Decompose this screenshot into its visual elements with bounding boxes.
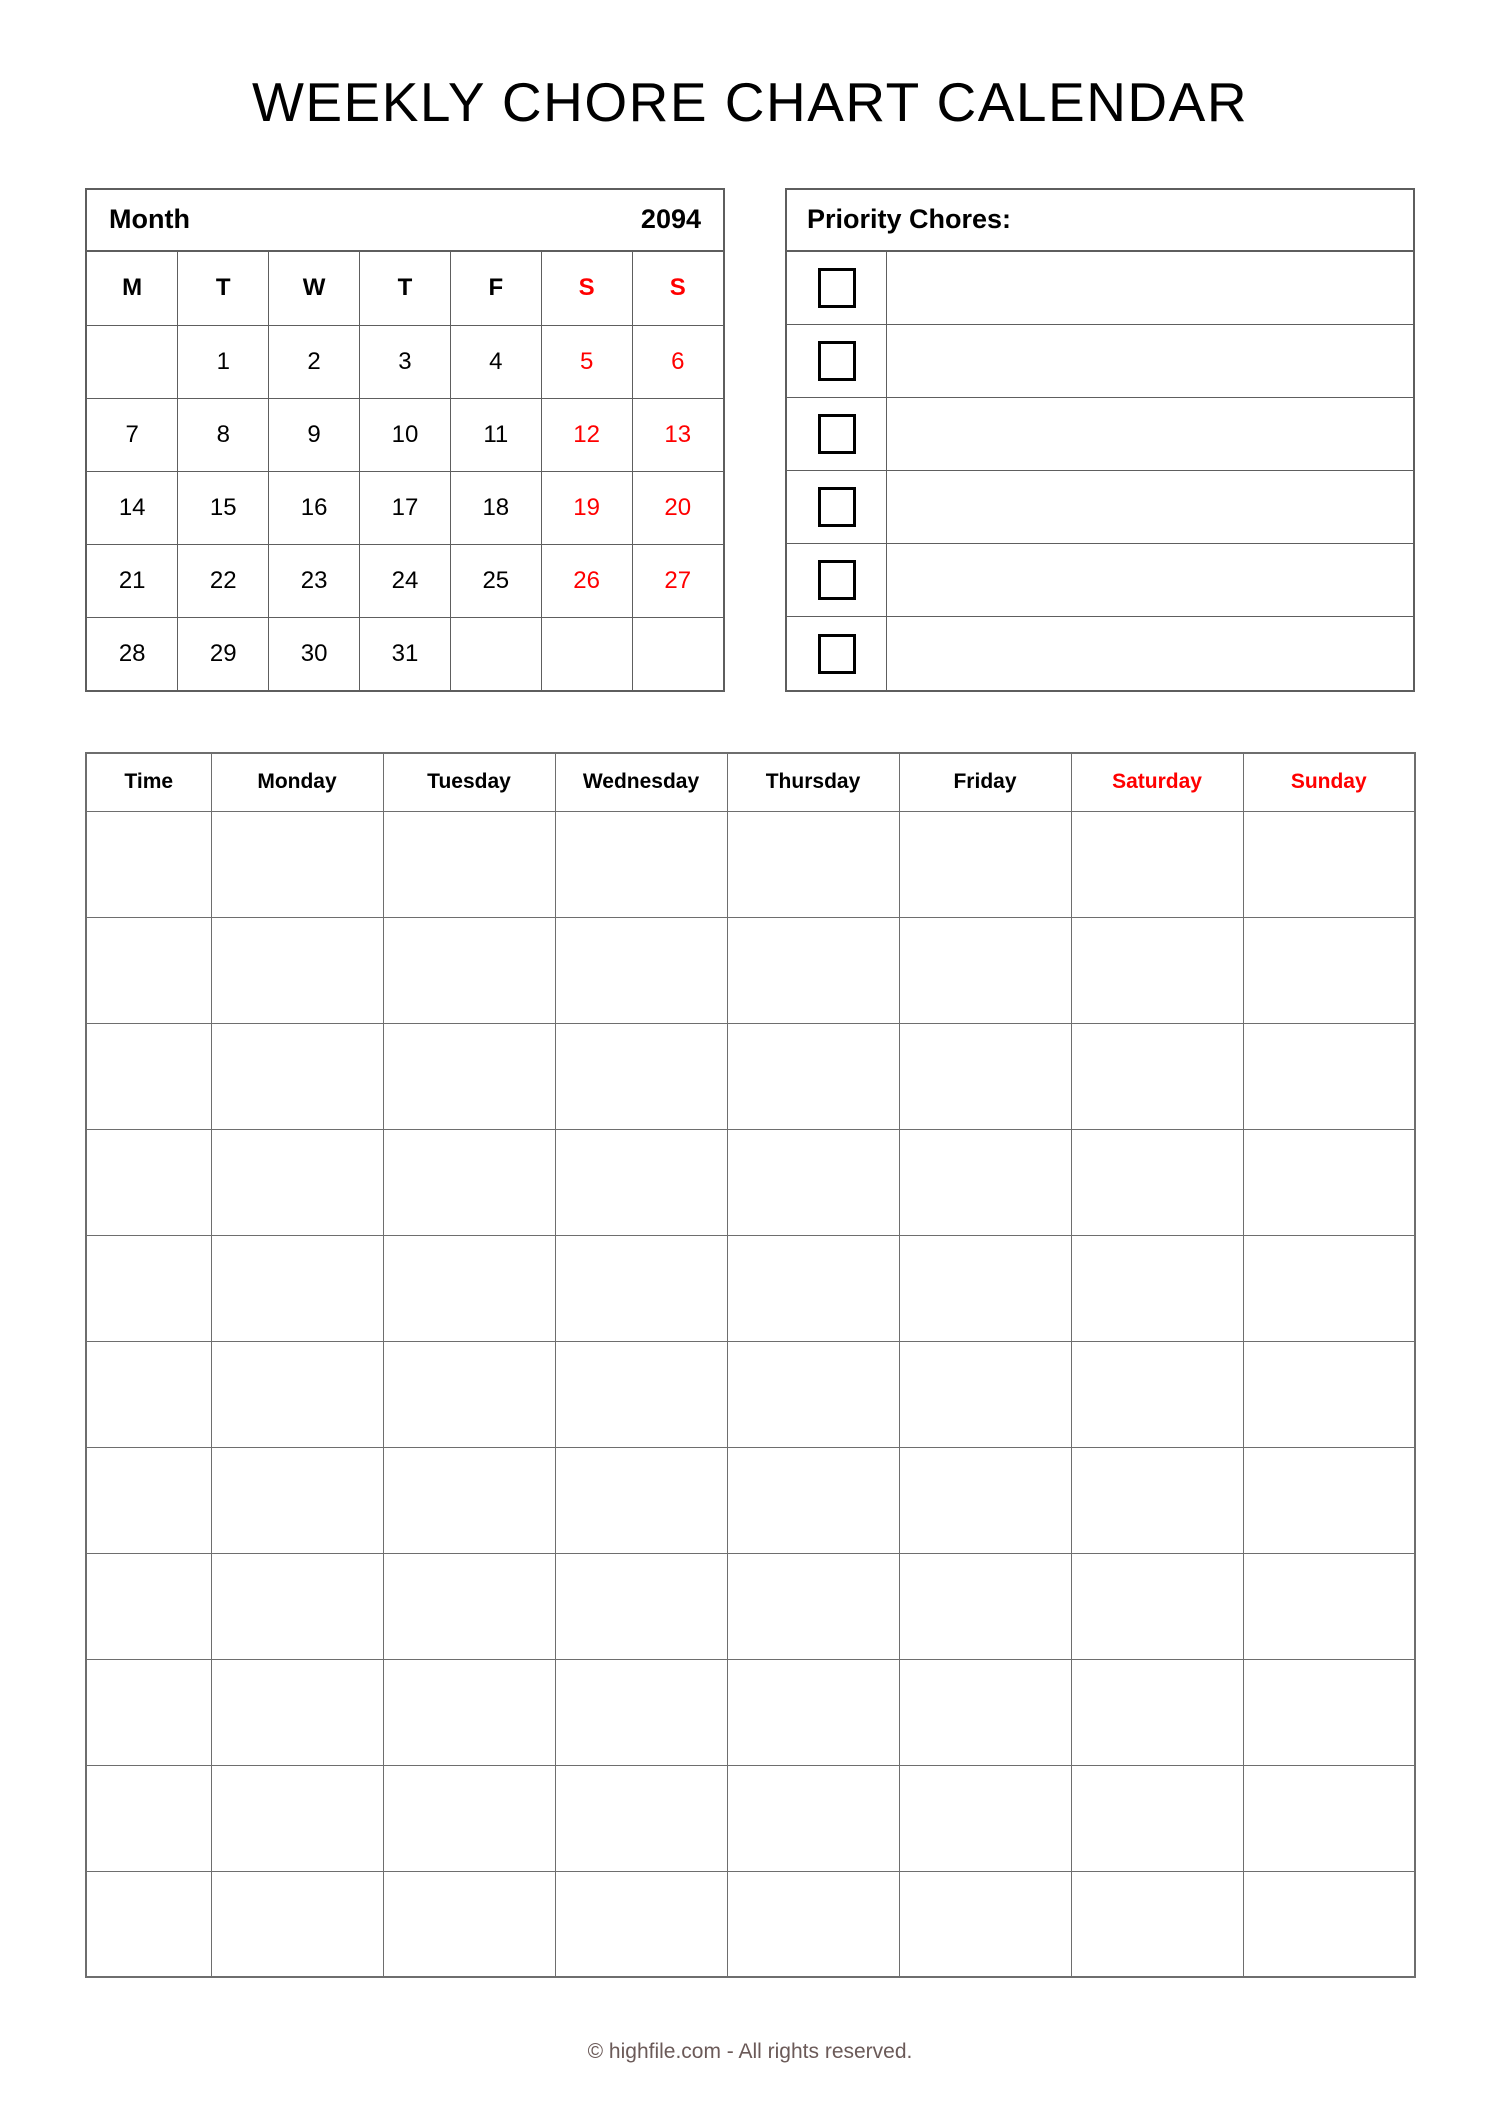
priority-chore-checkbox-cell[interactable] bbox=[787, 471, 887, 543]
month-day-cell[interactable] bbox=[632, 617, 723, 690]
month-week-row bbox=[87, 617, 723, 690]
year-label[interactable]: 2094 bbox=[640, 203, 701, 234]
priority-chores-header bbox=[787, 190, 1413, 252]
weekly-schedule-row bbox=[86, 1447, 1415, 1553]
weekly-task-cell[interactable] bbox=[383, 1765, 555, 1871]
weekly-task-cell[interactable] bbox=[383, 917, 555, 1023]
weekly-task-cell[interactable] bbox=[1071, 1871, 1243, 1977]
priority-chores-list bbox=[787, 252, 1413, 690]
weekly-task-cell[interactable] bbox=[211, 917, 383, 1023]
month-day-cell[interactable]: 2 bbox=[269, 325, 360, 398]
month-day-cell[interactable]: 26 bbox=[541, 544, 632, 617]
weekly-task-cell[interactable] bbox=[1071, 1765, 1243, 1871]
weekly-time-cell[interactable] bbox=[86, 811, 211, 917]
month-day-cell[interactable]: 28 bbox=[87, 617, 178, 690]
weekly-task-cell[interactable] bbox=[1071, 1341, 1243, 1447]
weekly-task-cell[interactable] bbox=[1071, 1553, 1243, 1659]
weekly-time-cell[interactable] bbox=[86, 1341, 211, 1447]
weekly-task-cell[interactable] bbox=[383, 1129, 555, 1235]
month-weekday-header: W bbox=[269, 252, 360, 325]
weekly-column-header-friday: Friday bbox=[899, 753, 1071, 811]
priority-chore-text-field[interactable] bbox=[887, 325, 1413, 397]
weekly-task-cell[interactable] bbox=[899, 1341, 1071, 1447]
month-day-cell[interactable]: 22 bbox=[178, 544, 269, 617]
top-panels-row bbox=[85, 130, 1415, 692]
checkbox-icon[interactable] bbox=[818, 487, 856, 527]
weekly-time-cell[interactable] bbox=[86, 1553, 211, 1659]
weekly-task-cell[interactable] bbox=[383, 1341, 555, 1447]
priority-chore-checkbox-cell[interactable] bbox=[787, 544, 887, 616]
weekly-task-cell[interactable] bbox=[211, 1129, 383, 1235]
month-day-cell[interactable]: 27 bbox=[632, 544, 723, 617]
month-weekday-header: F bbox=[450, 252, 541, 325]
priority-chore-row bbox=[787, 617, 1413, 690]
weekly-task-cell[interactable] bbox=[211, 1765, 383, 1871]
weekly-task-cell[interactable] bbox=[899, 1765, 1071, 1871]
weekly-task-cell[interactable] bbox=[211, 1341, 383, 1447]
checkbox-icon[interactable] bbox=[818, 341, 856, 381]
footer-copyright: © highfile.com - All rights reserved. bbox=[587, 2040, 913, 2063]
weekly-task-cell[interactable] bbox=[1243, 1341, 1415, 1447]
month-grid bbox=[87, 252, 723, 690]
weekly-schedule-row bbox=[86, 1659, 1415, 1765]
weekly-schedule-row bbox=[86, 1553, 1415, 1659]
weekly-task-cell[interactable] bbox=[383, 1553, 555, 1659]
month-day-cell[interactable]: 14 bbox=[87, 471, 178, 544]
weekly-task-cell[interactable] bbox=[383, 1447, 555, 1553]
month-day-cell[interactable] bbox=[541, 617, 632, 690]
weekly-column-header-wednesday: Wednesday bbox=[555, 753, 727, 811]
weekly-task-cell[interactable] bbox=[899, 811, 1071, 917]
month-day-cell[interactable]: 16 bbox=[269, 471, 360, 544]
weekly-task-cell[interactable] bbox=[211, 1553, 383, 1659]
weekly-task-cell[interactable] bbox=[1243, 1235, 1415, 1341]
weekly-task-cell[interactable] bbox=[1243, 1659, 1415, 1765]
weekly-task-cell[interactable] bbox=[383, 1659, 555, 1765]
month-grid-body bbox=[87, 325, 723, 690]
weekly-task-cell[interactable] bbox=[727, 1447, 899, 1553]
weekly-task-cell[interactable] bbox=[1071, 811, 1243, 917]
month-day-cell[interactable]: 1 bbox=[178, 325, 269, 398]
month-day-cell[interactable]: 11 bbox=[450, 398, 541, 471]
weekly-task-cell[interactable] bbox=[555, 917, 727, 1023]
weekly-task-cell[interactable] bbox=[899, 1659, 1071, 1765]
month-weekday-header: T bbox=[178, 252, 269, 325]
month-week-row bbox=[87, 398, 723, 471]
priority-chores-panel bbox=[785, 188, 1415, 692]
month-weekday-header: S bbox=[541, 252, 632, 325]
weekly-task-cell[interactable] bbox=[211, 811, 383, 917]
weekly-time-cell[interactable] bbox=[86, 1235, 211, 1341]
weekly-time-cell[interactable] bbox=[86, 1871, 211, 1977]
month-day-cell[interactable]: 23 bbox=[269, 544, 360, 617]
weekly-task-cell[interactable] bbox=[727, 1129, 899, 1235]
weekly-task-cell[interactable] bbox=[1243, 1023, 1415, 1129]
checkbox-icon[interactable] bbox=[818, 268, 856, 308]
month-day-cell[interactable]: 25 bbox=[450, 544, 541, 617]
weekly-time-cell[interactable] bbox=[86, 917, 211, 1023]
month-day-cell[interactable]: 30 bbox=[269, 617, 360, 690]
month-day-cell[interactable]: 21 bbox=[87, 544, 178, 617]
weekly-task-cell[interactable] bbox=[1071, 1447, 1243, 1553]
month-day-cell[interactable]: 9 bbox=[269, 398, 360, 471]
month-day-cell[interactable] bbox=[450, 617, 541, 690]
month-weekday-header: M bbox=[87, 252, 178, 325]
weekly-column-header-tuesday: Tuesday bbox=[383, 753, 555, 811]
weekly-task-cell[interactable] bbox=[899, 1553, 1071, 1659]
weekly-schedule-row bbox=[86, 811, 1415, 917]
weekly-task-cell[interactable] bbox=[555, 1871, 727, 1977]
weekly-task-cell[interactable] bbox=[555, 1765, 727, 1871]
weekly-task-cell[interactable] bbox=[555, 1023, 727, 1129]
weekly-task-cell[interactable] bbox=[899, 1871, 1071, 1977]
priority-chore-checkbox-cell[interactable] bbox=[787, 325, 887, 397]
weekly-task-cell[interactable] bbox=[899, 1235, 1071, 1341]
weekly-column-header-thursday: Thursday bbox=[727, 753, 899, 811]
weekly-task-cell[interactable] bbox=[727, 1235, 899, 1341]
weekly-time-cell[interactable] bbox=[86, 1023, 211, 1129]
weekly-task-cell[interactable] bbox=[1243, 1765, 1415, 1871]
weekly-task-cell[interactable] bbox=[383, 1235, 555, 1341]
priority-chore-text-field[interactable] bbox=[887, 252, 1413, 324]
weekly-task-cell[interactable] bbox=[555, 1235, 727, 1341]
checkbox-icon[interactable] bbox=[818, 634, 856, 674]
weekly-time-cell[interactable] bbox=[86, 1447, 211, 1553]
priority-chore-text-field[interactable] bbox=[887, 617, 1413, 690]
weekly-task-cell[interactable] bbox=[211, 1235, 383, 1341]
month-weekday-header-row bbox=[87, 252, 723, 325]
weekly-task-cell[interactable] bbox=[727, 917, 899, 1023]
priority-chores-title: Priority Chores: bbox=[807, 203, 1012, 234]
month-day-cell[interactable]: 5 bbox=[541, 325, 632, 398]
month-day-cell[interactable]: 8 bbox=[178, 398, 269, 471]
month-day-cell[interactable]: 3 bbox=[360, 325, 451, 398]
weekly-task-cell[interactable] bbox=[727, 1023, 899, 1129]
weekly-task-cell[interactable] bbox=[727, 1659, 899, 1765]
weekly-schedule-row bbox=[86, 1129, 1415, 1235]
weekly-task-cell[interactable] bbox=[1243, 1871, 1415, 1977]
weekly-task-cell[interactable] bbox=[555, 1129, 727, 1235]
weekly-task-cell[interactable] bbox=[899, 917, 1071, 1023]
priority-chore-text-field[interactable] bbox=[887, 471, 1413, 543]
month-day-cell[interactable]: 29 bbox=[178, 617, 269, 690]
weekly-task-cell[interactable] bbox=[1071, 1129, 1243, 1235]
weekly-schedule-table bbox=[85, 752, 1416, 1978]
weekly-task-cell[interactable] bbox=[727, 1341, 899, 1447]
month-day-cell[interactable]: 24 bbox=[360, 544, 451, 617]
weekly-column-header-time: Time bbox=[86, 753, 211, 811]
month-calendar-panel bbox=[85, 188, 725, 692]
weekly-schedule-row bbox=[86, 1871, 1415, 1977]
weekly-schedule-row bbox=[86, 1235, 1415, 1341]
weekly-task-cell[interactable] bbox=[727, 1553, 899, 1659]
priority-chore-row bbox=[787, 398, 1413, 471]
weekly-schedule-body bbox=[86, 811, 1415, 1977]
weekly-schedule-header-row bbox=[86, 753, 1415, 811]
month-day-cell[interactable]: 12 bbox=[541, 398, 632, 471]
month-day-cell[interactable]: 20 bbox=[632, 471, 723, 544]
weekly-time-cell[interactable] bbox=[86, 1659, 211, 1765]
priority-chore-row bbox=[787, 544, 1413, 617]
weekly-task-cell[interactable] bbox=[383, 811, 555, 917]
priority-chore-row bbox=[787, 471, 1413, 544]
month-day-cell[interactable] bbox=[87, 325, 178, 398]
weekly-task-cell[interactable] bbox=[1243, 1553, 1415, 1659]
month-week-row bbox=[87, 471, 723, 544]
weekly-task-cell[interactable] bbox=[211, 1023, 383, 1129]
month-week-row bbox=[87, 325, 723, 398]
month-day-cell[interactable]: 17 bbox=[360, 471, 451, 544]
month-day-cell[interactable]: 13 bbox=[632, 398, 723, 471]
weekly-schedule-row bbox=[86, 1765, 1415, 1871]
month-calendar-header bbox=[87, 190, 723, 252]
weekly-task-cell[interactable] bbox=[899, 1447, 1071, 1553]
weekly-task-cell[interactable] bbox=[1071, 1023, 1243, 1129]
weekly-task-cell[interactable] bbox=[555, 811, 727, 917]
weekly-task-cell[interactable] bbox=[1243, 811, 1415, 917]
weekly-task-cell[interactable] bbox=[1243, 917, 1415, 1023]
weekly-task-cell[interactable] bbox=[555, 1341, 727, 1447]
weekly-task-cell[interactable] bbox=[727, 811, 899, 917]
weekly-task-cell[interactable] bbox=[555, 1553, 727, 1659]
weekly-task-cell[interactable] bbox=[1243, 1129, 1415, 1235]
weekly-time-cell[interactable] bbox=[86, 1765, 211, 1871]
weekly-schedule-row bbox=[86, 1023, 1415, 1129]
weekly-task-cell[interactable] bbox=[727, 1871, 899, 1977]
priority-chore-checkbox-cell[interactable] bbox=[787, 398, 887, 470]
weekly-task-cell[interactable] bbox=[899, 1023, 1071, 1129]
priority-chore-text-field[interactable] bbox=[887, 398, 1413, 470]
month-day-cell[interactable]: 18 bbox=[450, 471, 541, 544]
priority-chore-checkbox-cell[interactable] bbox=[787, 252, 887, 324]
weekly-task-cell[interactable] bbox=[383, 1871, 555, 1977]
month-day-cell[interactable]: 7 bbox=[87, 398, 178, 471]
weekly-task-cell[interactable] bbox=[899, 1129, 1071, 1235]
weekly-schedule-wrapper bbox=[85, 752, 1415, 1978]
weekly-task-cell[interactable] bbox=[1071, 1659, 1243, 1765]
month-label[interactable]: Month bbox=[109, 203, 190, 234]
weekly-task-cell[interactable] bbox=[555, 1447, 727, 1553]
page-title: WEEKLY CHORE CHART CALENDAR bbox=[251, 71, 1249, 133]
priority-chore-row bbox=[787, 325, 1413, 398]
weekly-task-cell[interactable] bbox=[1071, 1235, 1243, 1341]
priority-chore-row bbox=[787, 252, 1413, 325]
weekly-task-cell[interactable] bbox=[727, 1765, 899, 1871]
priority-chore-text-field[interactable] bbox=[887, 544, 1413, 616]
month-day-cell[interactable]: 15 bbox=[178, 471, 269, 544]
weekly-task-cell[interactable] bbox=[1243, 1447, 1415, 1553]
weekly-task-cell[interactable] bbox=[211, 1659, 383, 1765]
month-week-row bbox=[87, 544, 723, 617]
month-day-cell[interactable]: 31 bbox=[360, 617, 451, 690]
weekly-task-cell[interactable] bbox=[1071, 917, 1243, 1023]
checkbox-icon[interactable] bbox=[818, 414, 856, 454]
weekly-column-header-saturday: Saturday bbox=[1071, 753, 1243, 811]
weekly-task-cell[interactable] bbox=[211, 1871, 383, 1977]
month-day-cell[interactable]: 19 bbox=[541, 471, 632, 544]
month-weekday-header: S bbox=[632, 252, 723, 325]
weekly-task-cell[interactable] bbox=[211, 1447, 383, 1553]
weekly-time-cell[interactable] bbox=[86, 1129, 211, 1235]
weekly-schedule-row bbox=[86, 917, 1415, 1023]
month-day-cell[interactable]: 4 bbox=[450, 325, 541, 398]
month-day-cell[interactable]: 6 bbox=[632, 325, 723, 398]
weekly-task-cell[interactable] bbox=[555, 1659, 727, 1765]
month-day-cell[interactable]: 10 bbox=[360, 398, 451, 471]
weekly-schedule-row bbox=[86, 1341, 1415, 1447]
checkbox-icon[interactable] bbox=[818, 560, 856, 600]
weekly-column-header-monday: Monday bbox=[211, 753, 383, 811]
weekly-column-header-sunday: Sunday bbox=[1243, 753, 1415, 811]
month-weekday-header: T bbox=[360, 252, 451, 325]
priority-chore-checkbox-cell[interactable] bbox=[787, 617, 887, 690]
weekly-task-cell[interactable] bbox=[383, 1023, 555, 1129]
